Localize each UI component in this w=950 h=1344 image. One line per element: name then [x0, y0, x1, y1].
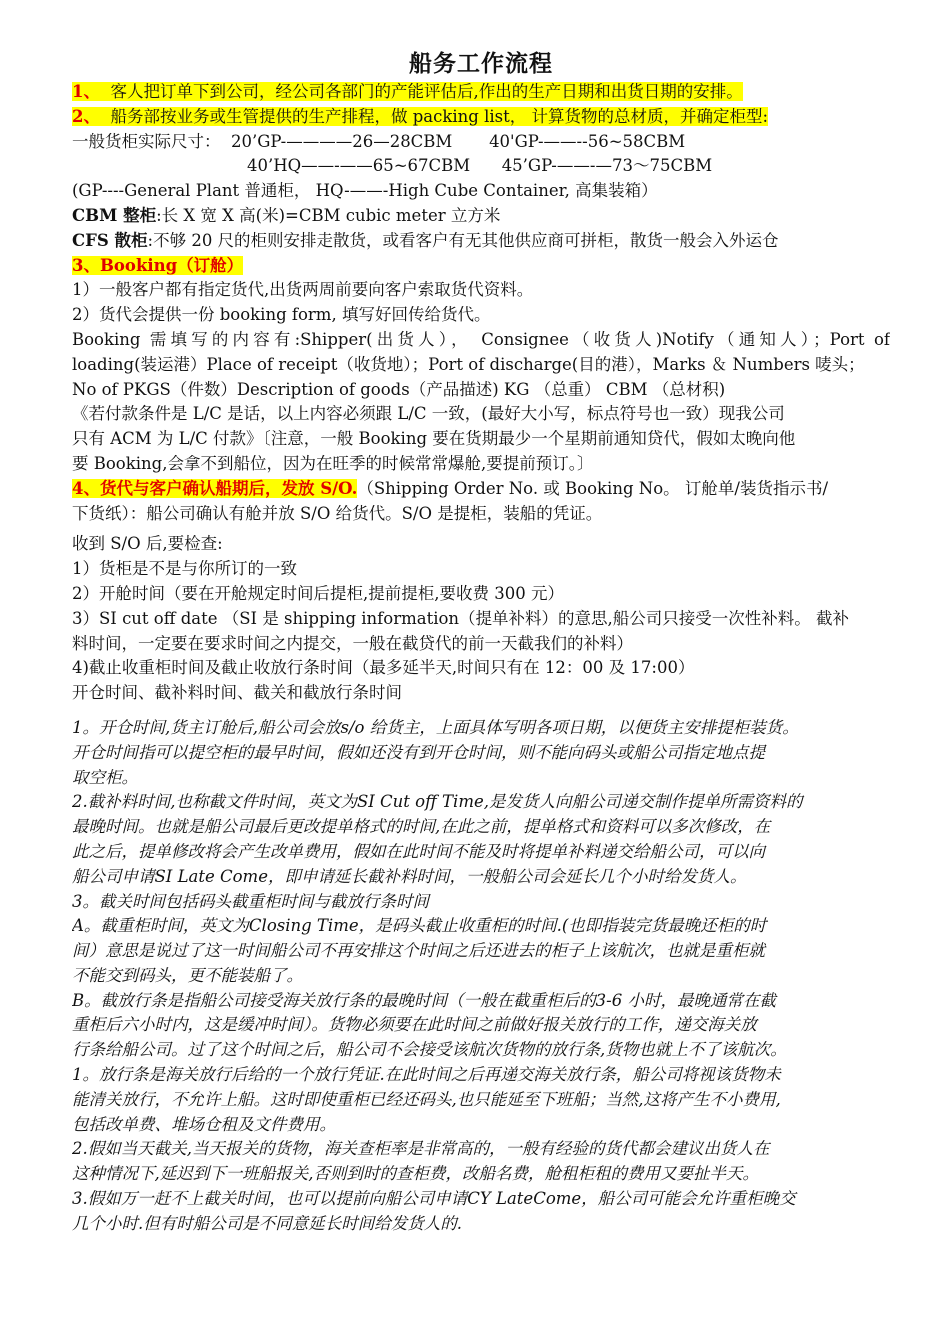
section-4-rest: （Shipping Order No. 或 Booking No。 订舱单/装货指示书/	[357, 478, 828, 498]
section-1-text: 客人把订单下到公司，经公司各部门的产能评估后,作出的生产日期和出货日期的安排。	[110, 82, 743, 101]
booking-line-6: 《若付款条件是 L/C 是话，以上内容必须跟 L/C 一致，(最好大小写，标点符号也一致）现我公司	[72, 404, 785, 424]
note-line: 能清关放行，不允许上船。这时即使重柜已经还码头,也只能延至下班船；当然,这将产生不小费用,	[72, 1089, 781, 1109]
container-sizes-row-1	[72, 130, 890, 155]
booking-line-1: 1）一般客户都有指定货代,出货两周前要向客户索取货代资料。	[72, 280, 534, 300]
container-abbrev: (GP----General Plant 普通柜， HQ-——-High Cube Container, 高集装箱）	[72, 181, 658, 201]
check-item-2: 2）开舱时间（要在开舱规定时间后提柜,提前提柜,要收费 300 元）	[72, 583, 564, 603]
cfs-line	[72, 229, 890, 254]
note-line: 1。放行条是海关放行后给的一个放行凭证.在此时间之后再递交海关放行条，船公司将视该货物未	[72, 1065, 781, 1085]
booking-line-8: 要 Booking,会拿不到船位，因为在旺季的时候常常爆舱,要提前预订。〕	[72, 453, 594, 473]
booking-line-4: loading(装运港）Place of receipt（收货地）；Port of discharge(目的港），Marks ＆ Numbers 唛头；	[72, 354, 865, 374]
note-line: 开仓时间指可以提空柜的最早时间，假如还没有到开仓时间，则不能向码头或船公司指定地点提	[72, 742, 765, 762]
check-heading: 收到 S/O 后,要检查:	[72, 534, 223, 554]
container-sizes-label: 一般货柜实际尺寸：	[72, 131, 221, 151]
note-line: 最晚时间。也就是船公司最后更改提单格式的时间,在此之前，提单格式和资料可以多次修改，在	[72, 817, 771, 837]
note-line: 3.假如万一赶不上截关时间，也可以提前向船公司申请CY LateCome，船公司可能会允许重柜晚交	[72, 1189, 796, 1209]
note-line: 间）意思是说过了这一时间船公司不再安排这个时间之后还进去的柜子上该航次，也就是重柜就	[72, 941, 765, 961]
container-sizes-row-2	[72, 154, 890, 179]
booking-line-3: Booking 需填写的内容有:Shipper(出货人）， Consignee（收货人)Notify（通知人）；Port of	[72, 329, 890, 349]
container-40hq: 40’HQ——-——65~67CBM	[247, 156, 471, 176]
cfs-label: CFS 散柜	[72, 230, 148, 250]
section-1	[72, 80, 890, 105]
section-2	[72, 105, 890, 130]
section-3-title: 3、Booking（订舱）	[72, 255, 244, 275]
container-40gp: 40'GP-——--56~58CBM	[489, 131, 686, 151]
note-line: 船公司申请SI Late Come，即申请延长截补料时间，一般船公司会延长几个小时给发货人。	[72, 866, 747, 886]
check-item-3: 3）SI cut off date （SI 是 shipping information（提单补料）的意思,船公司只接受一次性补料。 截补	[72, 608, 850, 628]
cfs-text: :不够 20 尺的柜则安排走散货，或看客户有无其他供应商可拼柜，散货一般会入外运仓	[147, 230, 779, 250]
section-4-title: 4、货代与客户确认船期后，发放 S/O.	[72, 478, 358, 498]
check-summary: 开仓时间、截补料时间、截关和截放行条时间	[72, 683, 402, 703]
section-4	[72, 477, 890, 502]
notes-block	[72, 716, 890, 1237]
section-3	[72, 254, 890, 279]
booking-line-7: 只有 ACM 为 L/C 付款》〔注意，一般 Booking 要在货期最少一个星期前通知贷代，假如太晚向他	[72, 429, 796, 449]
note-line: 此之后，提单修改将会产生改单费用，假如在此时间不能及时将提单补料递交给船公司，可以向	[72, 841, 765, 861]
booking-line-2: 2）货代会提供一份 booking form, 填写好回传给货代。	[72, 305, 491, 325]
check-item-1: 1）货柜是不是与你所订的一致	[72, 559, 297, 579]
note-line: B。截放行条是指船公司接受海关放行条的最晚时间（一般在截重柜后的3-6 小时，最晚通常在截	[72, 990, 776, 1010]
document-title: 船务工作流程	[409, 50, 553, 77]
note-line: 包括改单费、堆场仓租及文件费用。	[72, 1114, 336, 1134]
note-line: A。截重柜时间，英文为Closing Time，是码头截止收重柜的时间.(也即指装完货最晚还柜的时	[72, 916, 767, 936]
section-1-number: 1、	[72, 82, 100, 101]
note-line: 取空柜。	[72, 767, 138, 787]
note-line: 1。开仓时间,货主订舱后,船公司会放s/o 给货主，上面具体写明各项日期，以便货主安排提柜装货。	[72, 717, 799, 737]
section-2-number: 2、	[72, 106, 100, 126]
note-line: 不能交到码头，更不能装船了。	[72, 965, 303, 985]
booking-line-5: No of PKGS（件数）Description of goods（产品描述) KG （总重） CBM （总材积)	[72, 379, 726, 399]
note-line: 3。截关时间包括码头截重柜时间与截放行条时间	[72, 891, 429, 911]
cbm-text: :长 X 宽 X 高(米)=CBM cubic meter 立方米	[156, 205, 501, 225]
check-item-3-cont: 料时间，一定要在要求时间之内提交，一般在截贷代的前一天截我们的补料）	[72, 633, 633, 653]
note-line: 2.截补料时间,也称截文件时间，英文为SI Cut off Time,是发货人向船公司递交制作提单所需资料的	[72, 792, 803, 812]
note-line: 这种情况下,延迟到下一班船报关,否则到时的查柜费，改船名费，舱租柜租的费用又要扯半天。	[72, 1164, 759, 1184]
note-line: 重柜后六小时内，这是缓冲时间）。货物必须要在此时间之前做好报关放行的工作，递交海关放	[72, 1015, 757, 1035]
section-4-line-2: 下货纸）：船公司确认有舱并放 S/O 给货代。S/O 是提柜，装船的凭证。	[72, 503, 603, 523]
check-item-4: 4)截止收重柜时间及截止收放行条时间（最多延半天,时间只有在 12：00 及 17:00）	[72, 658, 695, 678]
document-page	[72, 48, 890, 1237]
section-1-highlight	[72, 82, 743, 101]
section-2-text: 船务部按业务或生管提供的生产排程，做 packing list， 计算货物的总材质，并确定柜型:	[110, 106, 769, 126]
container-20gp: 20’GP-————26—28CBM	[231, 131, 453, 151]
cbm-line	[72, 204, 890, 229]
cbm-label: CBM 整柜	[72, 205, 157, 225]
note-line: 2.假如当天截关,当天报关的货物，海关查柜率是非常高的，一般有经验的货代都会建议出货人在	[72, 1139, 770, 1159]
note-line: 几个小时.但有时船公司是不同意延长时间给发货人的.	[72, 1213, 462, 1233]
container-45gp: 45’GP-——-—73～75CBM	[501, 156, 713, 176]
section-2-highlight	[72, 107, 768, 126]
note-line: 行条给船公司。过了这个时间之后，船公司不会接受该航次货物的放行条,货物也就上不了该航次。	[72, 1040, 787, 1060]
